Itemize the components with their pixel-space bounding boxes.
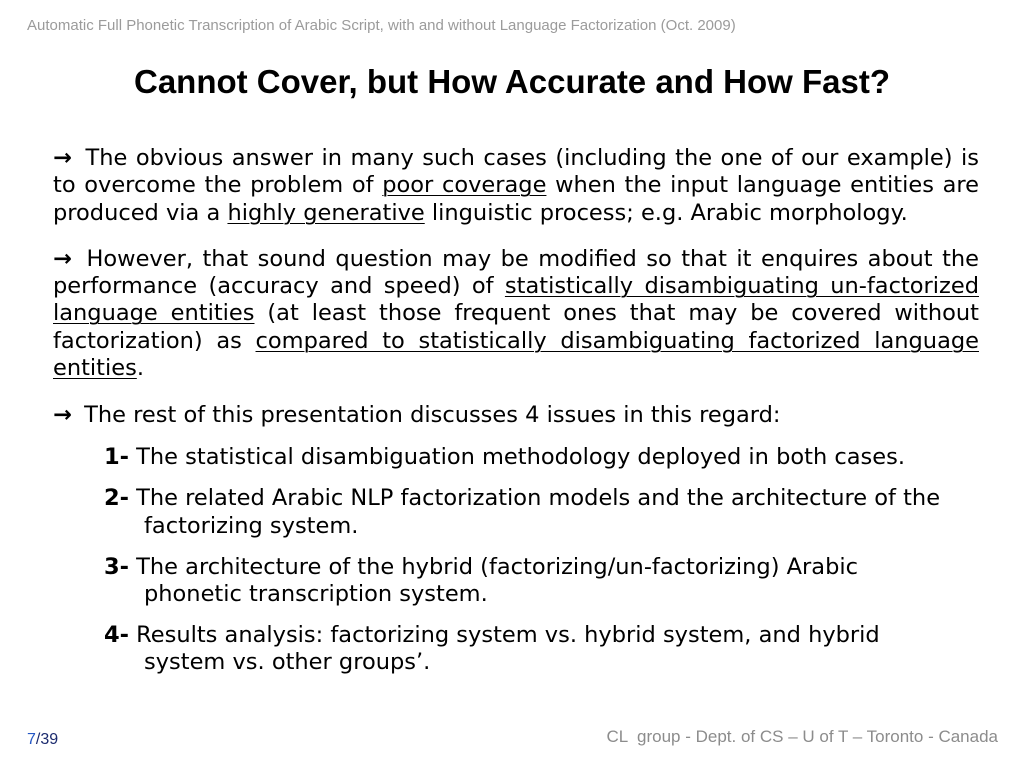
issues-list xyxy=(104,444,979,676)
underlined-phrase: statistically disambiguating un-factorized language entities xyxy=(53,273,979,327)
issue-item-3 xyxy=(104,554,953,609)
page-current: 7 xyxy=(27,731,36,748)
underlined-phrase: compared to statistically disambiguating factorized language entities xyxy=(53,327,979,382)
paragraph-text: . xyxy=(136,355,144,382)
issue-text: The statistical disambiguation methodology deployed in both cases. xyxy=(136,444,905,471)
issue-text: Results analysis: factorizing system vs. hybrid system, and hybrid system vs. other groups’. xyxy=(136,622,880,676)
issue-item-2 xyxy=(104,485,953,540)
running-title: Automatic Full Phonetic Transcription of Arabic Script, with and without Language Factorization (Oct. 2009) xyxy=(27,17,736,34)
issue-number: 3- xyxy=(104,553,129,580)
paragraph-text: when the input language entities are produced via a xyxy=(53,172,979,226)
footer-affiliation: CL group - Dept. of CS – U of T – Toronto - Canada xyxy=(606,727,998,746)
paragraph-issues-intro xyxy=(53,402,979,429)
paragraph-text: linguistic process; e.g. Arabic morphology. xyxy=(424,199,908,226)
paragraph-text: However, that sound question may be modified so that it enquires about the performance (accuracy and speed) of xyxy=(53,245,980,300)
issue-item-1 xyxy=(104,444,953,471)
paragraph-text: The obvious answer in many such cases (including the one of our example) is to overcome the problem of xyxy=(53,145,979,199)
arrow-bullet-icon: → xyxy=(53,145,72,171)
arrow-bullet-icon: → xyxy=(53,402,72,429)
paragraph-performance xyxy=(53,246,979,382)
underlined-phrase: poor coverage xyxy=(382,172,547,199)
issue-number: 2- xyxy=(104,485,129,512)
paragraph-coverage xyxy=(53,145,979,227)
page-total: /39 xyxy=(35,731,59,748)
issue-number: 4- xyxy=(104,622,129,649)
issue-text: The related Arabic NLP factorization models and the architecture of the factorizing system. xyxy=(136,485,941,539)
issue-number: 1- xyxy=(104,444,129,471)
arrow-bullet-icon: → xyxy=(53,245,72,272)
paragraph-text: The rest of this presentation discusses 4 issues in this regard: xyxy=(84,402,781,429)
issue-item-4 xyxy=(104,622,953,677)
page-number xyxy=(27,731,58,749)
slide-title: Cannot Cover, but How Accurate and How Fast? xyxy=(133,63,891,100)
issue-text: The architecture of the hybrid (factorizing/un-factorizing) Arabic phonetic transcription system. xyxy=(136,553,858,607)
underlined-phrase: highly generative xyxy=(227,199,425,226)
paragraph-text: (at least those frequent ones that may be covered without factorization) as xyxy=(53,300,979,354)
slide-body xyxy=(53,145,979,690)
